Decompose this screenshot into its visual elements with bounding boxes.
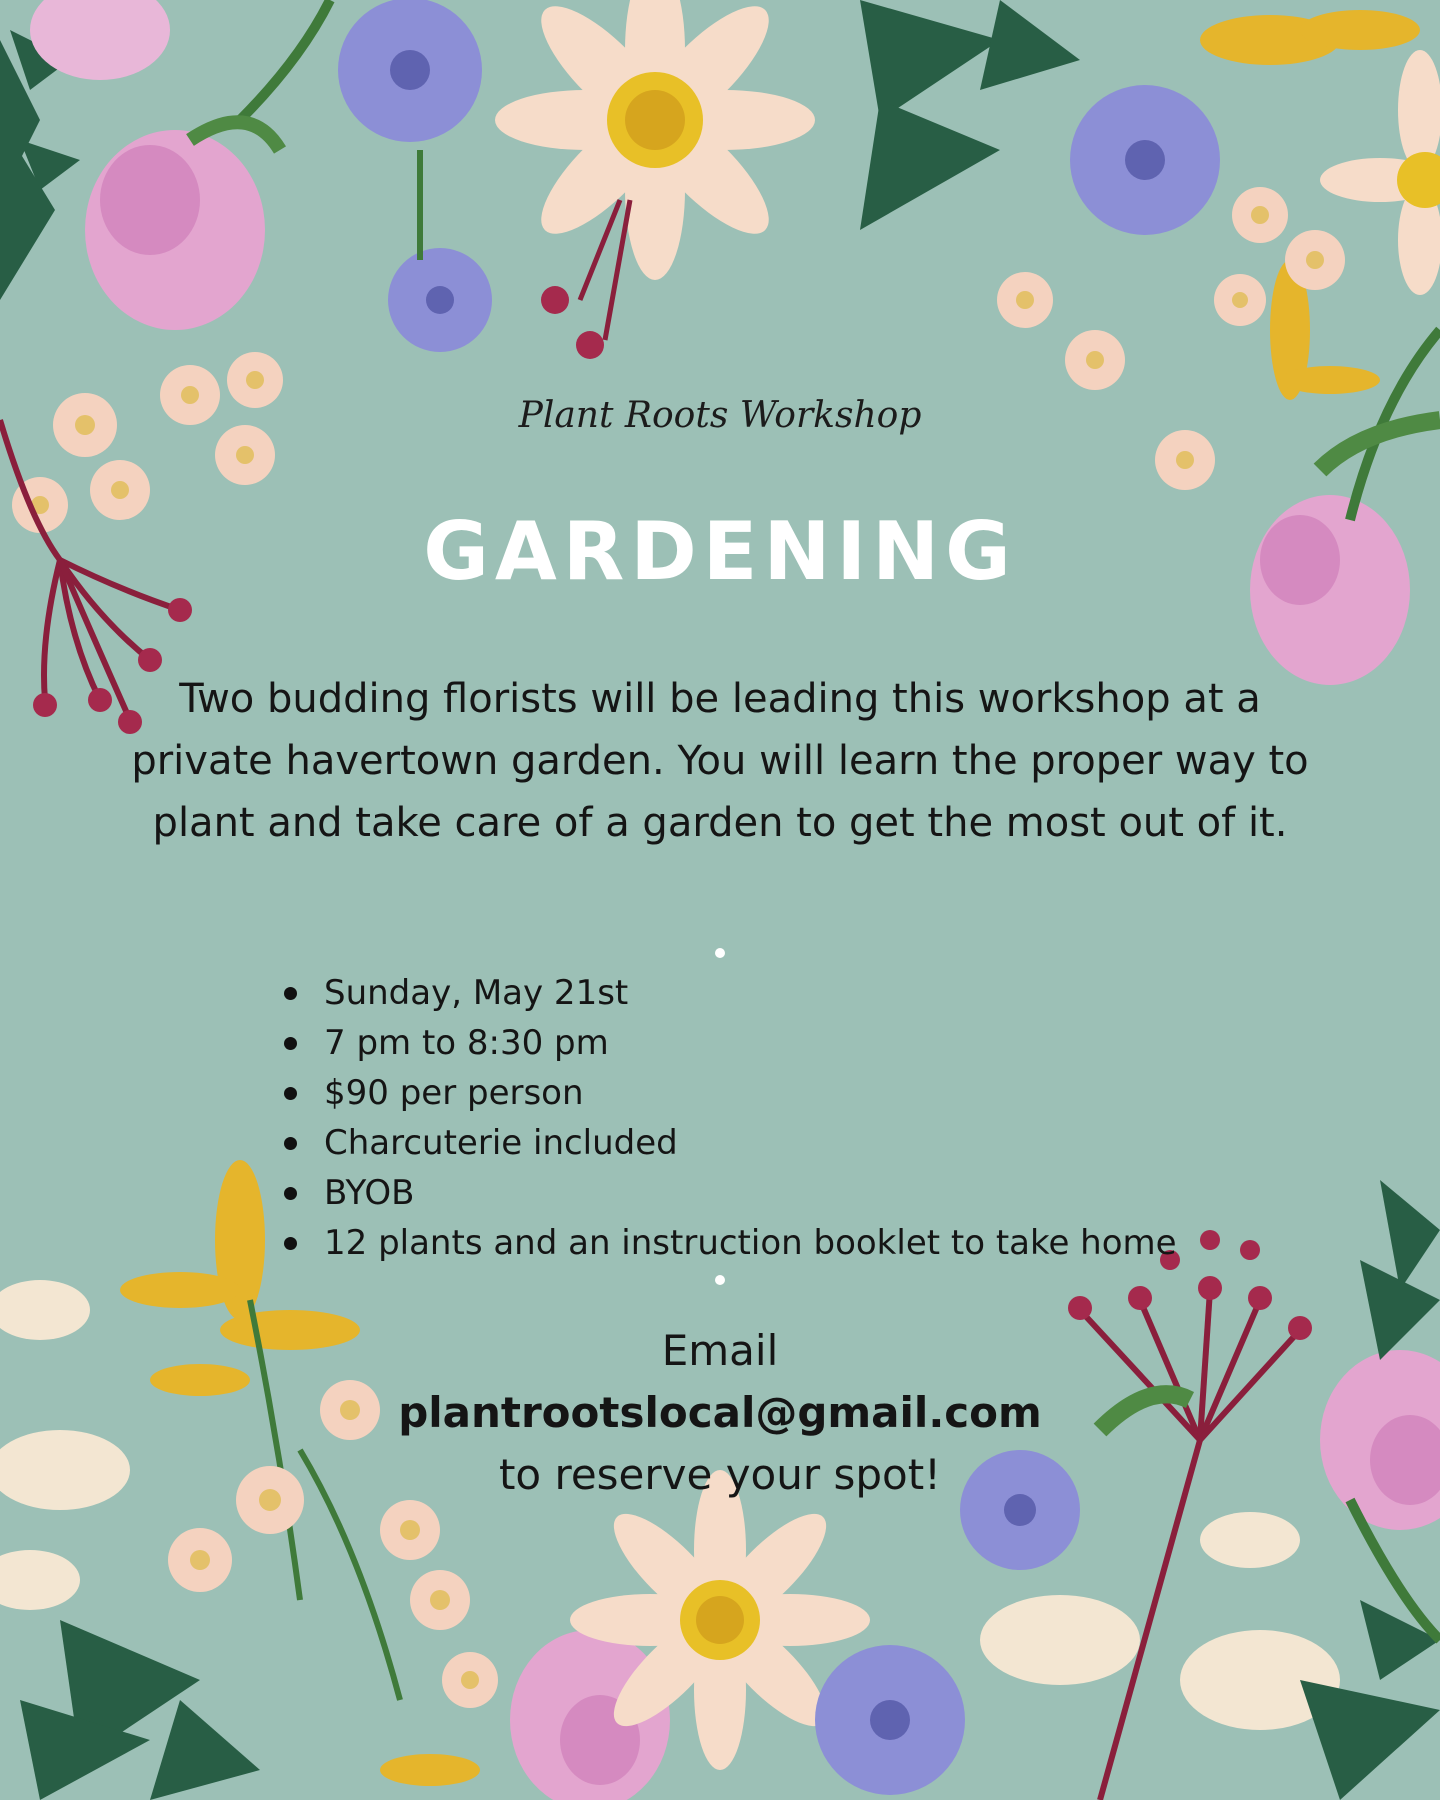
bullet-icon (284, 1087, 297, 1100)
detail-item-drinks (280, 1168, 1177, 1218)
detail-item-price (280, 1068, 1177, 1118)
detail-text: Charcuterie included (324, 1123, 678, 1163)
detail-text: 12 plants and an instruction booklet to take home (324, 1223, 1177, 1263)
workshop-subtitle: Plant Roots Workshop (518, 395, 922, 436)
bullet-icon (284, 1137, 297, 1150)
workshop-details-list (280, 968, 1177, 1268)
bullet-icon (284, 1187, 297, 1200)
cta-reserve-text: to reserve your spot! (498, 1450, 942, 1499)
detail-item-food (280, 1118, 1177, 1168)
contact-email[interactable]: plantrootslocal@gmail.com (398, 1388, 1042, 1437)
detail-item-time (280, 1018, 1177, 1068)
bullet-icon (284, 1037, 297, 1050)
reservation-call-to-action (0, 1320, 1440, 1506)
detail-text: BYOB (324, 1173, 415, 1213)
detail-text: $90 per person (324, 1073, 584, 1113)
bullet-icon (284, 1237, 297, 1250)
bullet-icon (284, 987, 297, 1000)
detail-text: 7 pm to 8:30 pm (324, 1023, 609, 1063)
detail-item-takeaway (280, 1218, 1177, 1268)
detail-text: Sunday, May 21st (324, 973, 629, 1013)
workshop-title: GARDENING (423, 505, 1017, 598)
cta-email-label: Email (661, 1326, 779, 1375)
detail-item-date (280, 968, 1177, 1018)
divider-dot-top (715, 948, 725, 958)
workshop-description: Two budding florists will be leading this workshop at a private havertown garden. You will learn the proper way to plant and take care of a garden to get the most out of it. (131, 676, 1309, 846)
divider-dot-bottom (715, 1275, 725, 1285)
